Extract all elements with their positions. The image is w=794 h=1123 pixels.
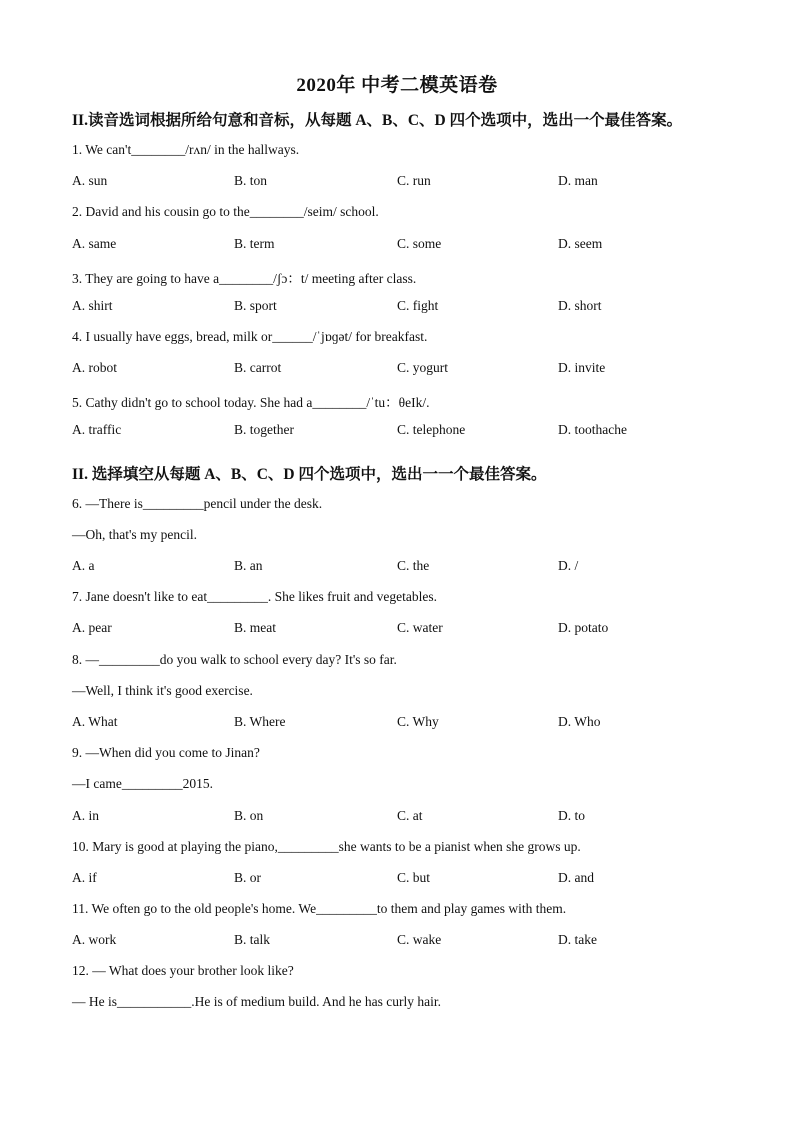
option-b: B. sport (234, 298, 277, 313)
option-b: B. Where (234, 714, 286, 729)
option-a: A. pear (72, 620, 112, 635)
option-d: D. short (558, 298, 602, 313)
option-a: A. if (72, 870, 97, 885)
option-a: A. robot (72, 360, 117, 375)
option-d: D. toothache (558, 422, 627, 437)
option-b: B. an (234, 558, 263, 573)
option-d: D. to (558, 808, 585, 823)
option-d: D. take (558, 932, 597, 947)
question-stem: 11. We often go to the old people's home. We_________to them and play games with them. (72, 901, 567, 916)
option-d: D. / (558, 558, 579, 573)
option-a: A. same (72, 236, 117, 251)
option-c: C. wake (397, 932, 442, 947)
option-c: C. but (397, 870, 431, 885)
option-b: B. term (234, 236, 275, 251)
option-a: A. a (72, 558, 95, 573)
option-b: B. carrot (234, 360, 282, 375)
question-stem: 10. Mary is good at playing the piano,_________she wants to be a pianist when she grows up. (72, 839, 581, 854)
question-stem: 6. —There is_________pencil under the desk. (72, 496, 323, 511)
option-c: C. water (397, 620, 443, 635)
question-reply: —Well, I think it's good exercise. (72, 683, 253, 698)
option-c: C. at (397, 808, 423, 823)
option-d: D. Who (558, 714, 601, 729)
option-d: D. and (558, 870, 594, 885)
question-stem: 9. —When did you come to Jinan? (72, 745, 260, 760)
option-b: B. together (234, 422, 294, 437)
option-b: B. ton (234, 173, 268, 188)
option-a: A. traffic (72, 422, 122, 437)
question-stem: 5. Cathy didn't go to school today. She had a________/ˈtu：θeIk/. (72, 395, 430, 410)
option-a: A. What (72, 714, 118, 729)
question-reply: — He is___________.He is of medium build. And he has curly hair. (72, 994, 441, 1009)
option-d: D. seem (558, 236, 603, 251)
option-c: C. run (397, 173, 431, 188)
option-c: C. Why (397, 714, 439, 729)
question-stem: 12. — What does your brother look like? (72, 963, 294, 978)
page-title: 2020年 中考二模英语卷 (296, 75, 498, 96)
option-d: D. potato (558, 620, 609, 635)
question-reply: —Oh, that's my pencil. (72, 527, 198, 542)
question-stem: 8. —_________do you walk to school every day? It's so far. (72, 652, 397, 667)
question-stem: 7. Jane doesn't like to eat_________. She likes fruit and vegetables. (72, 589, 437, 604)
option-d: D. man (558, 173, 598, 188)
option-b: B. or (234, 870, 261, 885)
section2-heading: II. 选择填空从每题 A、B、C、D 四个选项中，选出一一个最佳答案。 (72, 466, 547, 483)
question-stem: 3. They are going to have a________/ʃɔ：t/ meeting after class. (72, 271, 417, 286)
option-d: D. invite (558, 360, 606, 375)
question-stem: 2. David and his cousin go to the________/seim/ school. (72, 204, 379, 219)
option-a: A. in (72, 808, 99, 823)
question-stem: 1. We can't________/rʌn/ in the hallways. (72, 142, 300, 157)
option-c: C. the (397, 558, 430, 573)
section1-heading: II.读音选词根据所给句意和音标，从每题 A、B、C、D 四个选项中，选出一个最佳答案。 (72, 112, 683, 129)
question-stem: 4. I usually have eggs, bread, milk or______/ˈjɒɡət/ for breakfast. (72, 329, 428, 344)
question-reply: —I came_________2015. (72, 776, 213, 791)
option-b: B. talk (234, 932, 270, 947)
option-a: A. shirt (72, 298, 113, 313)
option-a: A. work (72, 932, 117, 947)
option-c: C. some (397, 236, 442, 251)
option-c: C. yogurt (397, 360, 449, 375)
option-a: A. sun (72, 173, 108, 188)
option-c: C. fight (397, 298, 439, 313)
option-b: B. meat (234, 620, 276, 635)
option-b: B. on (234, 808, 264, 823)
option-c: C. telephone (397, 422, 466, 437)
